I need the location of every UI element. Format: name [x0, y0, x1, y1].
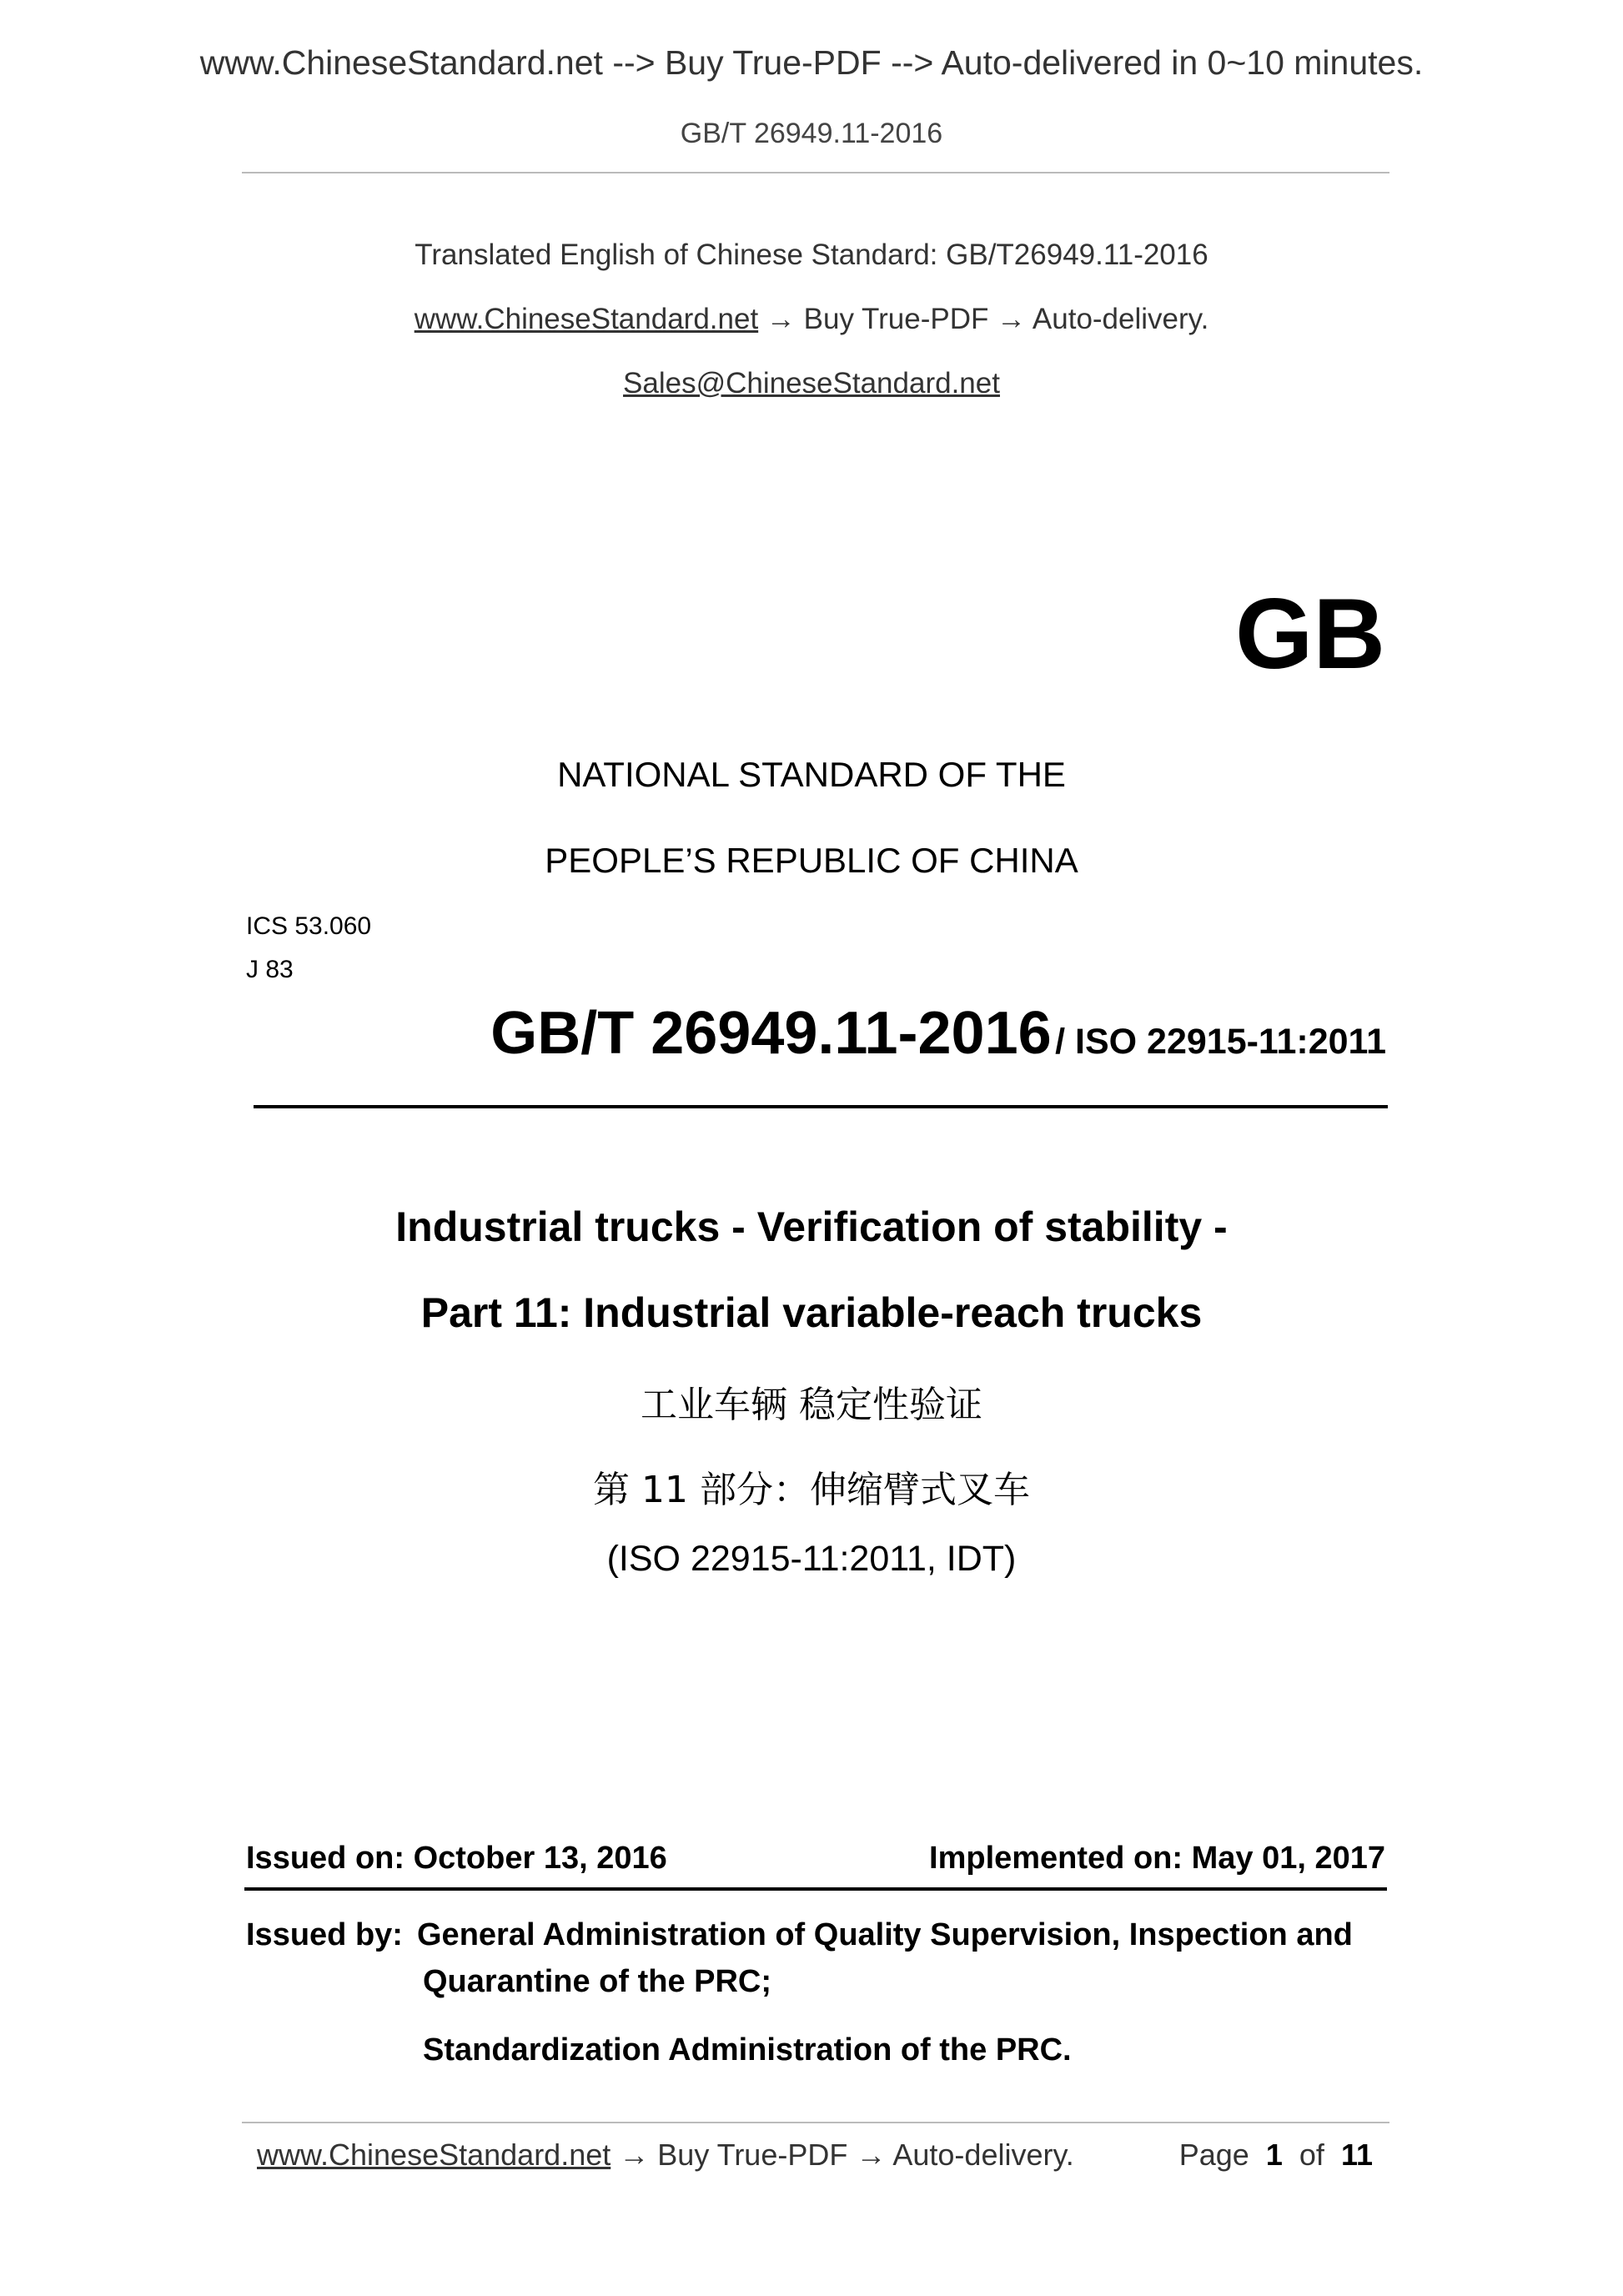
- footer-buy-text: Buy True-PDF: [657, 2138, 848, 2172]
- ccs-code: J 83: [246, 956, 294, 983]
- national-standard-line-1: NATIONAL STANDARD OF THE: [557, 755, 1066, 794]
- sales-email-row: [0, 367, 1623, 400]
- page-indicator: [1179, 2138, 1373, 2173]
- footer-auto-delivery-text: Auto-delivery.: [892, 2138, 1074, 2172]
- issue-divider: [244, 1887, 1387, 1891]
- title-en-line-2: Part 11: Industrial variable-reach trucks: [420, 1289, 1203, 1336]
- header-standard-code: GB/T 26949.11-2016: [680, 118, 943, 149]
- standard-number-row: [490, 999, 1386, 1068]
- title-cn-line-2: 第 11 部分：伸缩臂式叉车: [593, 1469, 1030, 1511]
- page-current: 1: [1265, 2138, 1283, 2172]
- intro-buy-line: [0, 303, 1623, 336]
- page-of: of: [1299, 2138, 1324, 2172]
- auto-delivery-text: Auto-delivery.: [1032, 303, 1209, 335]
- page-label: Page: [1178, 2138, 1249, 2172]
- title-en-line-1: Industrial trucks - Verification of stability -: [395, 1203, 1228, 1250]
- issued-by-line-1: General Administration of Quality Supervision, Inspection and: [417, 1917, 1353, 1952]
- site-link[interactable]: www.ChineseStandard.net: [414, 303, 759, 335]
- issued-by-label: Issued by:: [246, 1917, 403, 1952]
- national-standard-line-2: PEOPLE’S REPUBLIC OF CHINA: [545, 841, 1078, 880]
- buy-text: Buy True-PDF: [803, 303, 989, 335]
- translated-notice: Translated English of Chinese Standard: GB/T26949.11-2016: [415, 239, 1208, 271]
- sales-email-link[interactable]: Sales@ChineseStandard.net: [623, 367, 1000, 399]
- arrow-right-icon: →: [856, 2138, 887, 2172]
- issued-by-line-3: Standardization Administration of the PRC.: [423, 2032, 1072, 2067]
- issued-by-line-2: Quarantine of the PRC;: [423, 1964, 772, 1999]
- footer-buy-line: [257, 2138, 1074, 2173]
- arrow-right-icon: →: [619, 2138, 650, 2172]
- title-cn-line-1: 工业车辆 稳定性验证: [641, 1384, 982, 1426]
- title-divider: [254, 1105, 1388, 1108]
- implemented-on: Implemented on: May 01, 2017: [929, 1841, 1385, 1876]
- arrow-right-icon: →: [997, 303, 1027, 335]
- header-banner: www.ChineseStandard.net --> Buy True-PDF --> Auto-delivered in 0~10 minutes.: [199, 43, 1424, 82]
- iso-reference: / ISO 22915-11:2011: [1055, 1022, 1386, 1062]
- footer-divider: [242, 2122, 1389, 2123]
- ics-code: ICS 53.060: [246, 912, 372, 940]
- header-divider: [242, 172, 1389, 173]
- standard-number: GB/T 26949.11-2016: [490, 1000, 1052, 1067]
- arrow-right-icon: →: [766, 303, 796, 335]
- footer-site-link[interactable]: www.ChineseStandard.net: [257, 2138, 611, 2172]
- gb-logo: GB: [1235, 578, 1385, 690]
- iso-equivalence: (ISO 22915-11:2011, IDT): [606, 1539, 1017, 1579]
- issued-on: Issued on: October 13, 2016: [246, 1841, 667, 1876]
- page-total: 11: [1340, 2138, 1373, 2172]
